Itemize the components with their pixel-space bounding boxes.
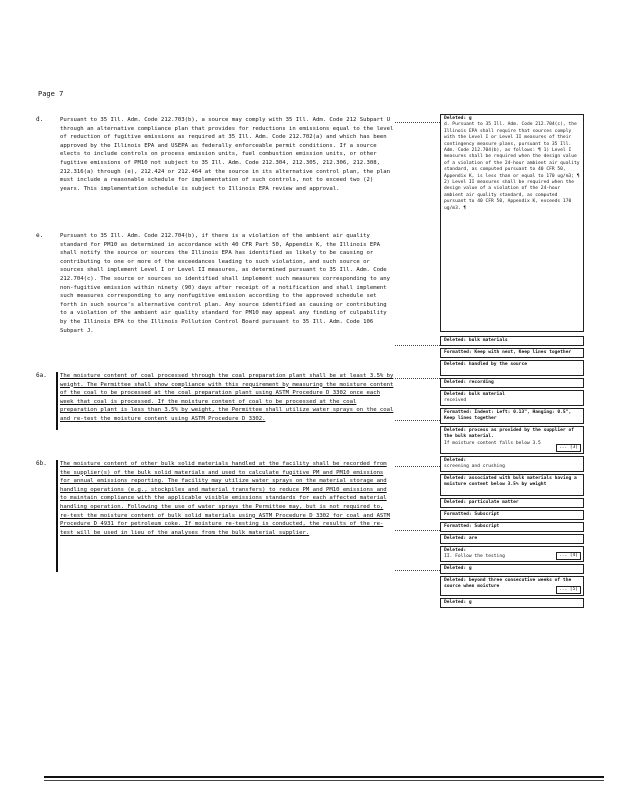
- comment-balloon[interactable]: [440, 522, 584, 532]
- comment-body: screening and crushing: [444, 464, 505, 470]
- comment-balloon[interactable]: [440, 456, 584, 472]
- paragraph-number: 6a.: [36, 372, 47, 379]
- paragraph-e: [36, 232, 395, 335]
- comment-balloon[interactable]: [440, 546, 584, 562]
- paragraph-text: The moisture content of coal processed through the coal preparation plant shall be at least 3.5% by weight. The Permittee shall show compliance with this requirement by measuring the moisture content of the coal to be processed at the coal preparation plant using ASTM Procedure D 3302 once each week that coal is processed. If the moisture content of coal to be processed at the coal preparation plant is less than 3.5% by weight, the Permittee shall utilize water sprays on the coal and re-test the moisture content using ASTM Procedure D 3302.: [60, 373, 394, 422]
- comment-balloon[interactable]: [440, 510, 584, 520]
- comment-balloon[interactable]: [440, 534, 584, 544]
- comment-body: received: [444, 398, 467, 404]
- comment-balloon[interactable]: [440, 378, 584, 388]
- page-bottom-rule: [44, 780, 604, 781]
- expand-comment-button[interactable]: ... [5]: [556, 586, 581, 594]
- paragraph-6a: [36, 372, 395, 424]
- comment-leader: [395, 345, 440, 346]
- comment-heading: Deleted: g: [444, 566, 472, 571]
- comment-heading: Deleted: beyond three consecutive weeks of the source when moisture: [444, 578, 572, 590]
- comment-balloon[interactable]: [440, 336, 584, 346]
- comment-balloon[interactable]: [440, 360, 584, 376]
- comment-heading: Deleted: bulk materials: [444, 338, 508, 343]
- page-number: Page 7: [38, 90, 64, 98]
- expand-comment-button[interactable]: ... [4]: [556, 552, 581, 560]
- comment-balloon[interactable]: [440, 474, 584, 496]
- paragraph-number: 6b.: [36, 460, 47, 467]
- change-bar: [56, 460, 58, 572]
- paragraph-text: Pursuant to 35 Ill. Adm. Code 212.704(b), if there is a violation of the ambient air quality standard for PM10 as determined in accordance with 40 CFR Part 50, Appendix K, the Illinois EPA shall notify the source or sources the Illinois EPA has identified as likely to be causing or contributing to one or more of the exceedances leading to such violation, and such source or sources shall implement Level I or Level II measures, as determined pursuant to 35 Ill. Adm. Code 212.704(c). The source or sources so identified shall implement such measures corresponding to any non-fugitive emission within ninety (90) days after receipt of a notification and shall implement such measures corresponding to any nonfugitive emission according to the approved schedule set forth in such source's alternative control plan. Any source identified as causing or contributing to a violation of the ambient air quality standard for PM10 may appeal any finding of culpability by the Illinois EPA to the Illinois Pollution Control Board pursuant to 35 Ill. Adm. Code 106 Subpart J.: [60, 233, 391, 334]
- comment-balloon[interactable]: [440, 348, 584, 358]
- comment-leader: [395, 378, 440, 379]
- comment-heading: Deleted: g: [444, 116, 472, 121]
- comment-balloon[interactable]: [440, 564, 584, 574]
- comment-heading: Formatted: Subscript: [444, 524, 500, 529]
- comment-leader: [395, 122, 440, 123]
- comment-heading: Formatted: Subscript: [444, 512, 500, 517]
- comment-balloon[interactable]: [440, 498, 584, 508]
- comment-leader: [395, 420, 440, 421]
- comment-heading: Deleted: associated with bulk materials having a moisture content below 3.5% by weight: [444, 476, 577, 488]
- comment-balloon[interactable]: [440, 408, 584, 424]
- paragraph-d: [36, 116, 395, 193]
- comment-balloon[interactable]: [440, 114, 584, 332]
- change-bar: [56, 372, 58, 430]
- comment-leader: [395, 530, 440, 531]
- comment-heading: Deleted: g: [444, 600, 472, 605]
- page-bottom-rule: [44, 776, 604, 778]
- paragraph-number: d.: [36, 116, 44, 123]
- comment-heading: Deleted: are: [444, 536, 478, 541]
- comment-balloon[interactable]: [440, 576, 584, 596]
- comment-balloon[interactable]: [440, 426, 584, 454]
- comment-heading: Deleted: recording: [444, 380, 494, 385]
- comment-body: d. Pursuant to 35 Ill. Adm. Code 212.704(c), the Illinois EPA shall require that sources comply with the Level I or Level II measures of their contingency measure plans, pursuant to 35 Ill. Adm. Code 212.704(b), as follows: ¶ 1) Level I measures shall be required when the design value of a violation of the 24-hour ambient air quality standard, as computed pursuant to 40 CFR 50, Appendix K, is less than or equal to 170 ug/m3; ¶ 2) Level II measures shall be required when the design value of a violation of the 24-hour ambient air quality standard, as computed pursuant to 40 CFR 50, Appendix K, exceeds 170 ug/m3. ¶: [444, 122, 580, 211]
- comment-body: If moisture content falls below 3.5: [444, 440, 541, 446]
- comment-heading: Formatted: Keep with next, Keep lines together: [444, 350, 572, 355]
- comment-heading: Deleted: particulate matter: [444, 500, 519, 505]
- comment-heading: Deleted: handled by the source: [444, 362, 527, 367]
- comment-leader: [395, 570, 440, 571]
- paragraph-text: The moisture content of other bulk solid materials handled at the facility shall be recorded from the supplier(s) of the bulk solid materials and used to calculate fugitive PM and PM10 emissions for annual emissions reporting. The facility may utilize water sprays on the material storage and handling operations (e.g., stockpiles and material transfers) to reduce PM and PM10 emissions and to maintain compliance with the applicable visible emissions standards for each affected material handling operation. Following the use of water sprays the Permittee may, but is not required to, re-test the moisture content of bulk solid materials using ASTM Procedure D 3302 for coal and ASTM Procedure D 4931 for petroleum coke. If moisture re-testing is conducted, the results of the re-test will be used in lieu of the analyses from the bulk material supplier.: [60, 461, 391, 536]
- comment-heading: Deleted:: [444, 458, 467, 463]
- comment-heading: Deleted: bulk material: [444, 392, 505, 397]
- comment-body: II. Follow the testing: [444, 554, 505, 560]
- expand-comment-button[interactable]: ... [3]: [556, 444, 581, 452]
- comment-heading: Deleted:: [444, 548, 467, 553]
- comment-leader: [395, 466, 440, 467]
- comment-balloon[interactable]: [440, 390, 584, 406]
- comment-heading: Deleted: process as provided by the supplier of the bulk material.: [444, 428, 574, 440]
- paragraph-6b: [36, 460, 395, 537]
- comment-heading: Formatted: Indent: Left: 0.13", Hanging: 0.5", Keep lines together: [444, 410, 572, 422]
- paragraph-text: Pursuant to 35 Ill. Adm. Code 212.703(b), a source may comply with 35 Ill. Adm. Code 212 Subpart U through an alternative compliance plan that provides for reductions in emissions equal to the level of reduction of fugitive emissions as required at 35 Ill. Adm. Code 212.702(a) and which has been approved by the Illinois EPA and USEPA as federally enforceable permit conditions. If a source elects to include controls on process emission units, fuel combustion emission units, or other fugitive emissions of PM10 not subject to 35 Ill. Adm. Code 212.304, 212.305, 212.306, 212.308, 212.316(a) through (e), 212.424 or 212.464 at the source in its alternative control plan, the plan must include a reasonable schedule for implementation of such controls, not to exceed two (2) years. This implementation schedule is subject to Illinois EPA review and approval.: [60, 117, 394, 192]
- comment-balloon[interactable]: [440, 598, 584, 608]
- paragraph-number: e.: [36, 232, 44, 239]
